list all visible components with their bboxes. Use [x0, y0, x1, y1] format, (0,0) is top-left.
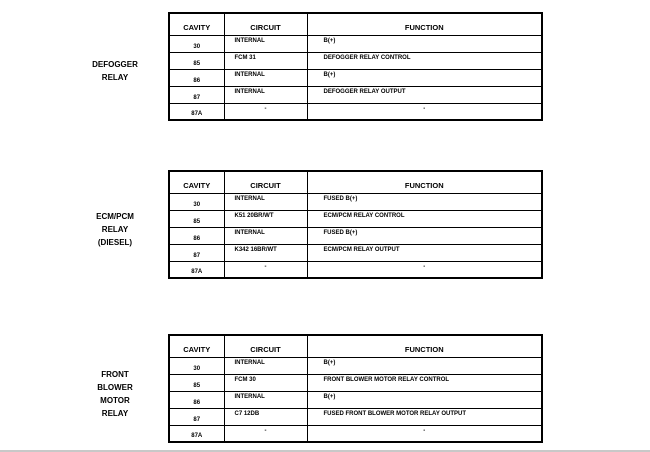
- table-row: [169, 261, 542, 278]
- header-circuit: CIRCUIT: [224, 13, 307, 35]
- function-cell: FUSED B(+): [307, 227, 542, 244]
- cavity-cell: 87A: [169, 103, 224, 120]
- table-row: [169, 425, 542, 442]
- cavity-cell: 85: [169, 374, 224, 391]
- relay-label-defogger: DEFOGGER RELAY: [92, 60, 138, 82]
- cavity-cell: 87A: [169, 261, 224, 278]
- header-cavity: CAVITY: [169, 171, 224, 193]
- function-cell: -: [307, 103, 542, 120]
- pinout-table-front-blower-motor: [168, 334, 543, 443]
- cavity-cell: 30: [169, 357, 224, 374]
- table-row: [169, 86, 542, 103]
- cavity-cell: 87A: [169, 425, 224, 442]
- header-cavity: CAVITY: [169, 13, 224, 35]
- cavity-cell: 87: [169, 244, 224, 261]
- circuit-cell: FCM 31: [224, 52, 307, 69]
- circuit-cell: C7 12DB: [224, 408, 307, 425]
- cavity-cell: 30: [169, 193, 224, 210]
- pinout-table-ecm-pcm: [168, 170, 543, 279]
- table-header-row: [169, 171, 542, 193]
- header-cavity: CAVITY: [169, 335, 224, 357]
- table-row: [169, 103, 542, 120]
- table-row: [169, 374, 542, 391]
- function-cell: B(+): [307, 357, 542, 374]
- table-row: [169, 35, 542, 52]
- function-cell: FUSED B(+): [307, 193, 542, 210]
- function-cell: FUSED FRONT BLOWER MOTOR RELAY OUTPUT: [307, 408, 542, 425]
- relay-label-ecm-pcm: ECM/PCM RELAY (DIESEL): [96, 212, 134, 247]
- circuit-cell: INTERNAL: [224, 69, 307, 86]
- cavity-cell: 87: [169, 408, 224, 425]
- circuit-cell: INTERNAL: [224, 357, 307, 374]
- circuit-cell: INTERNAL: [224, 35, 307, 52]
- circuit-cell: -: [224, 103, 307, 120]
- circuit-cell: INTERNAL: [224, 391, 307, 408]
- table-row: [169, 69, 542, 86]
- cavity-cell: 85: [169, 52, 224, 69]
- pinout-table-defogger: [168, 12, 543, 121]
- table-row: [169, 391, 542, 408]
- table-row: [169, 227, 542, 244]
- cavity-cell: 86: [169, 227, 224, 244]
- table-row: [169, 52, 542, 69]
- function-cell: -: [307, 425, 542, 442]
- function-cell: DEFOGGER RELAY OUTPUT: [307, 86, 542, 103]
- table-row: [169, 193, 542, 210]
- circuit-cell: -: [224, 261, 307, 278]
- function-cell: -: [307, 261, 542, 278]
- cavity-cell: 85: [169, 210, 224, 227]
- circuit-cell: INTERNAL: [224, 86, 307, 103]
- table-row: [169, 210, 542, 227]
- header-function: FUNCTION: [307, 13, 542, 35]
- header-circuit: CIRCUIT: [224, 171, 307, 193]
- circuit-cell: INTERNAL: [224, 227, 307, 244]
- circuit-cell: INTERNAL: [224, 193, 307, 210]
- circuit-cell: K342 16BR/WT: [224, 244, 307, 261]
- function-cell: B(+): [307, 391, 542, 408]
- function-cell: FRONT BLOWER MOTOR RELAY CONTROL: [307, 374, 542, 391]
- table-row: [169, 408, 542, 425]
- cavity-cell: 86: [169, 391, 224, 408]
- function-cell: B(+): [307, 69, 542, 86]
- table-header-row: [169, 335, 542, 357]
- table-row: [169, 244, 542, 261]
- table-row: [169, 357, 542, 374]
- circuit-cell: FCM 30: [224, 374, 307, 391]
- header-function: FUNCTION: [307, 171, 542, 193]
- circuit-cell: -: [224, 425, 307, 442]
- header-function: FUNCTION: [307, 335, 542, 357]
- header-circuit: CIRCUIT: [224, 335, 307, 357]
- table-header-row: [169, 13, 542, 35]
- function-cell: B(+): [307, 35, 542, 52]
- function-cell: ECM/PCM RELAY OUTPUT: [307, 244, 542, 261]
- relay-label-front-blower-motor: FRONT BLOWER MOTOR RELAY: [97, 370, 133, 418]
- cavity-cell: 30: [169, 35, 224, 52]
- circuit-cell: K51 20BR/WT: [224, 210, 307, 227]
- cavity-cell: 86: [169, 69, 224, 86]
- function-cell: DEFOGGER RELAY CONTROL: [307, 52, 542, 69]
- function-cell: ECM/PCM RELAY CONTROL: [307, 210, 542, 227]
- cavity-cell: 87: [169, 86, 224, 103]
